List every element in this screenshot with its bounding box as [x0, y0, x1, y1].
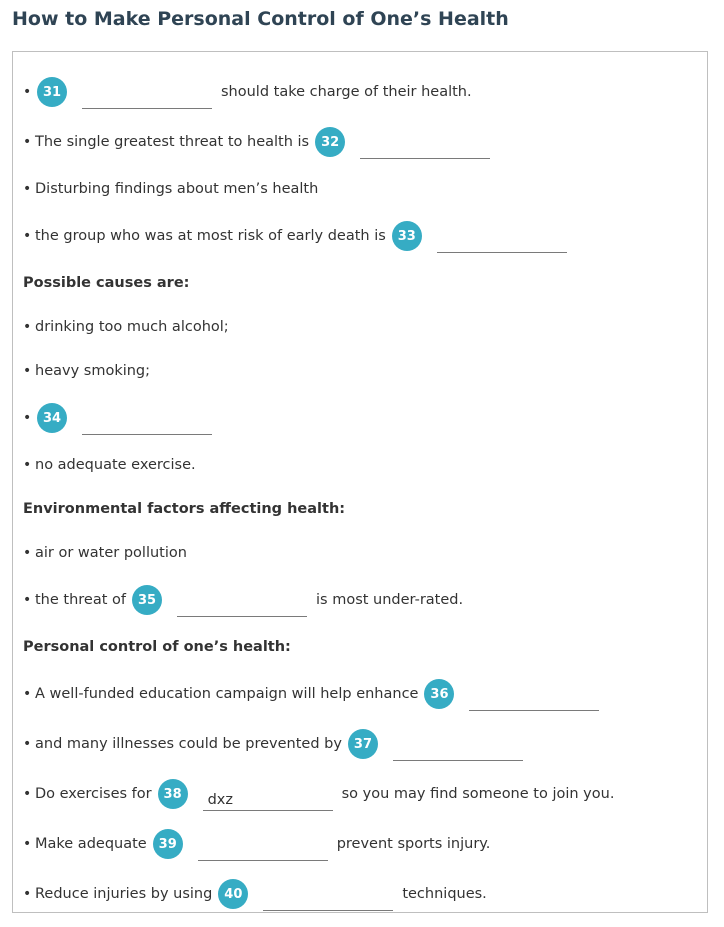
bullet: • [23, 410, 32, 426]
question-panel [12, 51, 708, 913]
question-badge-31: 31 [37, 77, 67, 107]
answer-34-input[interactable] [82, 413, 212, 435]
item-text-before: The single greatest threat to health is [35, 134, 310, 150]
item-text-after: so you may find someone to join you. [341, 786, 615, 802]
answer-40-input[interactable] [263, 889, 393, 911]
item-text-before: A well-funded education campaign will help enhance [35, 686, 419, 702]
answer-37-input[interactable] [393, 739, 523, 761]
item-text-before: Make adequate [35, 836, 147, 852]
section-heading [23, 267, 189, 299]
answer-31-input[interactable] [82, 87, 212, 109]
item-text-after: should take charge of their health. [221, 84, 472, 100]
question-37-row [23, 728, 523, 760]
section-heading [23, 631, 291, 663]
question-36-row [23, 678, 599, 710]
list-item [23, 173, 318, 205]
list-item [23, 311, 229, 343]
item-text-after: is most under-rated. [316, 592, 464, 608]
bullet: • [23, 181, 32, 197]
question-33-row [23, 220, 567, 252]
question-badge-35: 35 [132, 585, 162, 615]
heading-possible-causes: Possible causes are: [23, 275, 190, 291]
bullet: • [23, 886, 32, 902]
question-badge-37: 37 [348, 729, 378, 759]
question-badge-32: 32 [315, 127, 345, 157]
bullet: • [23, 134, 32, 150]
question-32-row [23, 126, 490, 158]
item-text: Disturbing findings about men’s health [35, 181, 319, 197]
question-badge-34: 34 [37, 403, 67, 433]
answer-33-input[interactable] [437, 231, 567, 253]
bullet: • [23, 545, 32, 561]
bullet: • [23, 736, 32, 752]
heading-environmental-factors: Environmental factors affecting health: [23, 501, 346, 517]
bullet: • [23, 363, 32, 379]
bullet: • [23, 592, 32, 608]
bullet: • [23, 457, 32, 473]
answer-36-input[interactable] [469, 689, 599, 711]
question-badge-40: 40 [218, 879, 248, 909]
bullet: • [23, 836, 32, 852]
item-text: drinking too much alcohol; [35, 319, 229, 335]
question-badge-33: 33 [392, 221, 422, 251]
question-badge-39: 39 [153, 829, 183, 859]
item-text-before: Reduce injuries by using [35, 886, 213, 902]
bullet: • [23, 786, 32, 802]
question-40-row [23, 878, 487, 910]
bullet: • [23, 319, 32, 335]
page-title: How to Make Personal Control of One’s Health [12, 8, 509, 30]
item-text-before: the group who was at most risk of early death is [35, 228, 386, 244]
bullet: • [23, 84, 32, 100]
bullet: • [23, 686, 32, 702]
item-text-before: Do exercises for [35, 786, 152, 802]
question-31-row [23, 76, 472, 108]
answer-35-input[interactable] [177, 595, 307, 617]
item-text-before: and many illnesses could be prevented by [35, 736, 342, 752]
list-item [23, 537, 187, 569]
question-badge-36: 36 [424, 679, 454, 709]
list-item [23, 355, 150, 387]
question-34-row [23, 402, 212, 434]
item-text-before: the threat of [35, 592, 127, 608]
section-heading [23, 493, 345, 525]
question-38-row [23, 778, 614, 810]
item-text-after: techniques. [402, 886, 487, 902]
item-text: no adequate exercise. [35, 457, 196, 473]
question-badge-38: 38 [158, 779, 188, 809]
item-text-after: prevent sports injury. [336, 836, 491, 852]
item-text: heavy smoking; [35, 363, 151, 379]
bullet: • [23, 228, 32, 244]
answer-38-input[interactable] [203, 789, 333, 811]
question-35-row [23, 584, 463, 616]
answer-32-input[interactable] [360, 137, 490, 159]
list-item [23, 449, 196, 481]
question-39-row [23, 828, 490, 860]
answer-39-input[interactable] [198, 839, 328, 861]
heading-personal-control: Personal control of one’s health: [23, 639, 291, 655]
item-text: air or water pollution [35, 545, 187, 561]
